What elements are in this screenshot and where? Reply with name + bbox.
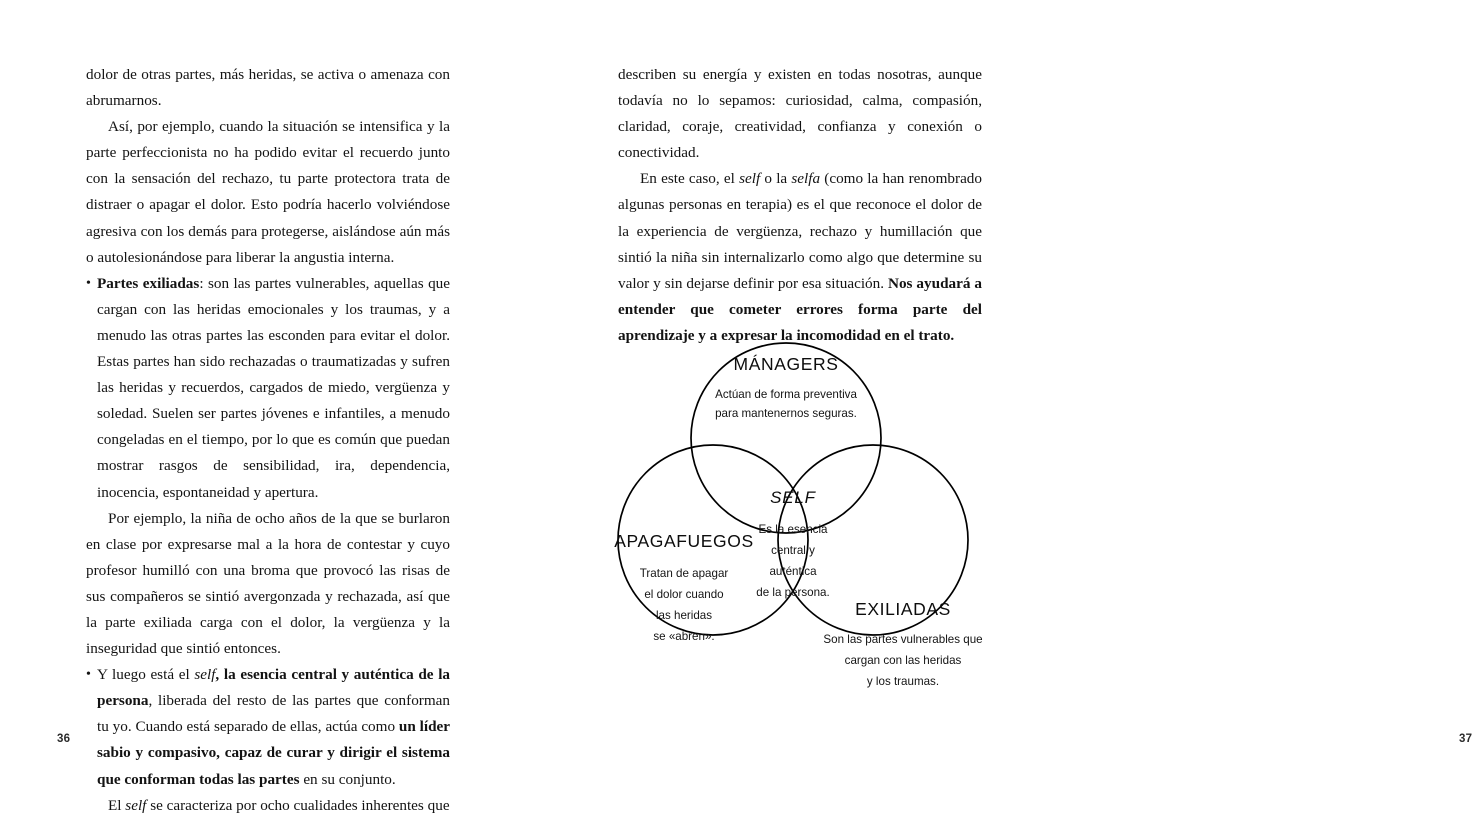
venn-desc-exiliadas-line-3: y los traumas. xyxy=(866,675,940,688)
text-segment: En este caso, el xyxy=(640,170,740,188)
list-item-text: : son las partes vulnerables, aquellas que cargan con las heridas emocionales y los traumas, y a menudo las otras partes las esconden para evitar el dolor. Estas partes han sido rechazadas o traumatizadas y sufren las heridas y recuerdos, cargados de miedo, vergüenza y soledad. Suelen ser partes jóvenes e infantiles, a menudo congeladas en el tiempo, por lo que es común que puedan mostrar rasgos de sensibilidad, ira, dependencia, inocencia, espontaneidad y apertura. xyxy=(97,274,451,501)
page-number-left: 36 xyxy=(57,733,71,745)
text-segment-italic: self xyxy=(194,666,216,684)
venn-desc-apagafuegos-line-4: se «abren». xyxy=(653,630,715,643)
text-segment: se caracteriza por ocho cualidades inherentes que xyxy=(146,796,450,814)
text-segment: (como la han renombrado algunas personas en terapia) es el que reconoce el dolor de la experiencia de vergüenza, rechazo y humillación que sintió la niña sin internalizarlo como algo que determine su valor y sin dejarse definir por esa situación. xyxy=(618,170,982,292)
bullet-marker: • xyxy=(86,275,91,291)
venn-label-managers: MÁNAGERS xyxy=(733,354,839,374)
paragraph: dolor de otras partes, más heridas, se activa o amenaza con abrumarnos. xyxy=(86,66,450,110)
text-segment: , liberada del resto de las partes que conforman tu yo. Cuando está separado de ellas, actúa como xyxy=(97,692,450,736)
paragraph xyxy=(618,166,982,349)
text-segment-bold: un líder sabio y compasivo, capaz de curar y dirigir el sistema que conforman todas las partes xyxy=(97,718,451,788)
text-segment-italic: self xyxy=(739,170,761,188)
paragraph: Por ejemplo, la niña de ocho años de la que se burlaron en clase por expresarse mal a la hora de contestar y cuyo profesor humilló con una broma que provocó las risas de sus compañeros se sintió avergonzada y rechazada, así que la parte exiliada carga con el dolor, la vergüenza y la inseguridad que sintió entonces. xyxy=(86,509,450,658)
text-segment: o la xyxy=(760,170,792,188)
venn-diagram-svg xyxy=(560,325,990,705)
text-segment-bold: Nos ayudará a entender que cometer errores forma parte del aprendizaje y a expresar la incomodidad en el trato. xyxy=(618,274,983,344)
venn-label-exiliadas: EXILIADAS xyxy=(855,599,951,619)
list-item-lead-bold: Partes exiliadas xyxy=(97,274,200,292)
bullet-list xyxy=(86,271,450,506)
paragraph: describen su energía y existen en todas nosotras, aunque todavía no lo sepamos: curiosidad, calma, compasión, claridad, coraje, creatividad, confianza y conexión o conectividad. xyxy=(618,66,982,162)
venn-desc-exiliadas-line-2: cargan con las heridas xyxy=(844,654,962,667)
venn-desc-self-line-1: Es la esencia xyxy=(758,523,828,536)
text-segment: en su conjunto. xyxy=(299,770,396,788)
text-segment: Y luego está el xyxy=(97,666,195,684)
venn-desc-managers-line-1: Actúan de forma preventiva xyxy=(715,388,857,401)
venn-desc-apagafuegos-line-3: las heridas xyxy=(655,609,713,622)
body-text-column-left xyxy=(86,62,450,819)
venn-desc-managers-line-2: para mantenernos seguras. xyxy=(715,407,857,420)
venn-desc-self-line-3: auténtica xyxy=(769,565,817,578)
page-right xyxy=(512,0,1472,785)
venn-desc-self-line-4: de la persona. xyxy=(756,586,830,599)
list-item xyxy=(86,662,450,792)
page-left xyxy=(0,0,512,814)
venn-label-self: SELF xyxy=(770,488,816,507)
paragraph xyxy=(86,793,450,819)
venn-label-apagafuegos: APAGAFUEGOS xyxy=(614,531,754,551)
bullet-marker: • xyxy=(86,667,91,683)
page-number-right: 37 xyxy=(1459,733,1472,745)
bullet-list xyxy=(86,662,450,792)
text-segment-bold: , la esencia central y auténtica de la persona xyxy=(97,666,451,710)
venn-desc-self-line-2: central y xyxy=(771,544,815,557)
text-segment-italic: self xyxy=(125,796,147,814)
venn-desc-exiliadas-line-1: Son las partes vulnerables que xyxy=(823,633,983,646)
venn-diagram xyxy=(560,325,990,705)
text-segment-italic: selfa xyxy=(791,170,821,188)
venn-desc-apagafuegos-line-2: el dolor cuando xyxy=(644,588,724,601)
venn-desc-apagafuegos-line-1: Tratan de apagar xyxy=(639,567,729,580)
text-segment: El xyxy=(108,796,126,814)
body-text-column-right xyxy=(618,62,982,349)
list-item xyxy=(86,271,450,506)
paragraph: Así, por ejemplo, cuando la situación se intensifica y la parte perfeccionista no ha podido evitar el recuerdo junto con la sensación del rechazo, tu parte protectora trata de distraer o apagar el dolor. Esto podría hacerlo volviéndose agresiva con los demás para protegerse, aislándose aún más o autolesionándose para liberar la angustia interna. xyxy=(86,118,450,266)
